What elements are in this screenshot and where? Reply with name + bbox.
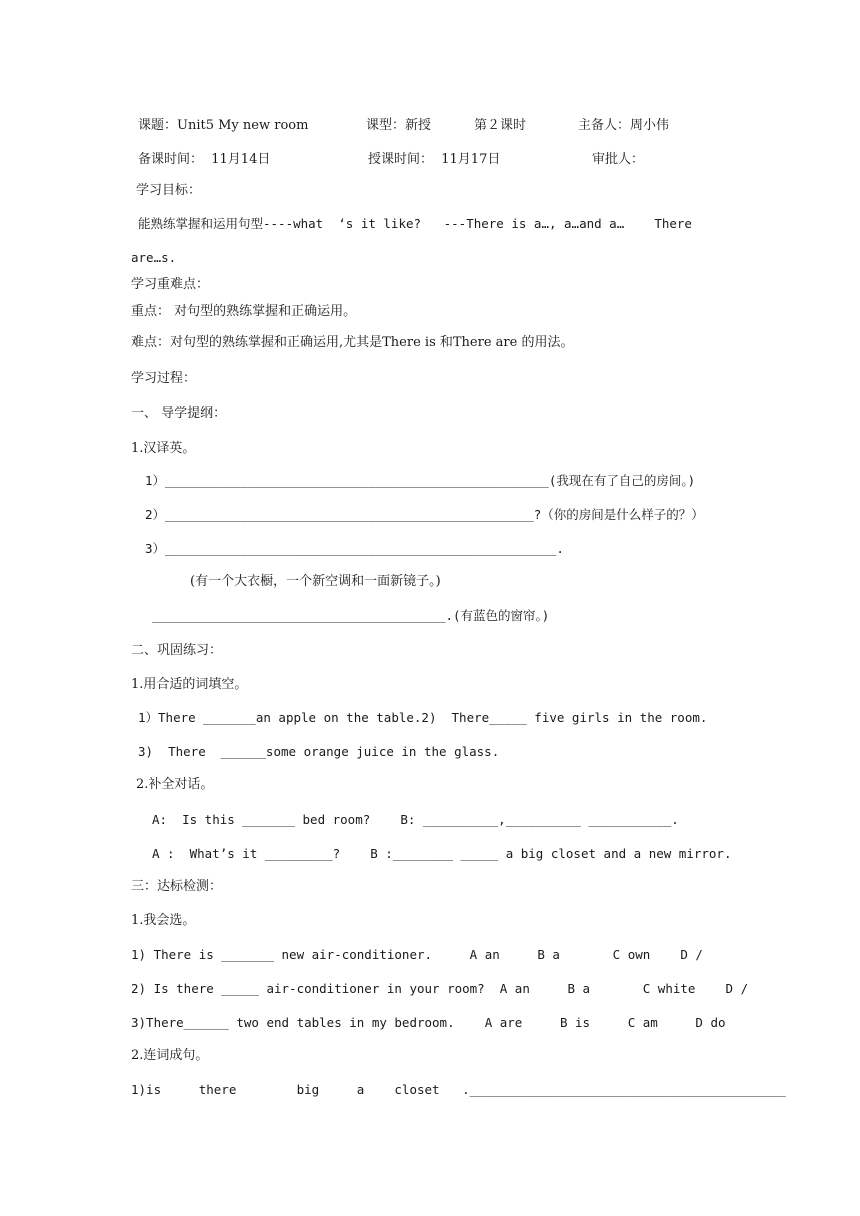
part3-heading: 三：达标检测： xyxy=(131,879,223,894)
objectives-line-2: are…s. xyxy=(131,250,177,265)
objectives-line-1: 能熟练掌握和运用句型----what ‘s it like? ---There is a…, a…and a… There xyxy=(138,216,692,231)
q1-item-1: 1）___________________________________________________(我现在有了自己的房间。) xyxy=(145,473,696,488)
q3-item-2: A : What’s it _________? B :________ _____ a big closet and a new mirror. xyxy=(152,846,732,861)
teach-time: 授课时间： 11月17日 xyxy=(368,152,501,167)
q4-heading: 1.我会选。 xyxy=(131,913,196,928)
q1-item-2: 2）_________________________________________________?（你的房间是什么样子的？） xyxy=(145,507,704,522)
approver: 审批人： xyxy=(592,152,645,167)
objectives-heading: 学习目标： xyxy=(136,183,202,198)
q3-heading: 2.补全对话。 xyxy=(136,777,214,792)
process-heading: 学习过程： xyxy=(131,371,197,386)
part1-heading: 一、 导学提纲： xyxy=(131,406,227,421)
q5-heading: 2.连词成句。 xyxy=(131,1048,209,1063)
key-points-difficulty: 难点：对句型的熟练掌握和正确运用,尤其是There is 和There are 的用法。 xyxy=(131,335,574,350)
lesson-period: 第２课时 xyxy=(474,118,527,133)
q1-item-3-hint: (有一个大衣橱，一个新空调和一面新镜子。) xyxy=(190,574,441,589)
lesson-preparer: 主备人：周小伟 xyxy=(578,118,670,133)
lesson-type: 课型：新授 xyxy=(366,118,432,133)
q1-heading: 1.汉译英。 xyxy=(131,441,196,456)
q4-item-1: 1) There is _______ new air-conditioner. A an B a C own D / xyxy=(131,947,703,962)
q2-heading: 1.用合适的词填空。 xyxy=(131,677,248,692)
q2-item-2: 3) There ______some orange juice in the glass. xyxy=(138,744,500,759)
key-points-focus: 重点： 对句型的熟练掌握和正确运用。 xyxy=(131,304,357,319)
q1-item-3: 3）____________________________________________________. xyxy=(145,541,564,556)
q4-item-3: 3)There______ two end tables in my bedroom. A are B is C am D do xyxy=(131,1015,726,1030)
q3-item-1: A: Is this _______ bed room? B: __________,__________ ___________. xyxy=(152,812,679,827)
q4-item-2: 2) Is there _____ air-conditioner in your room? A an B a C white D / xyxy=(131,981,749,996)
lesson-topic: 课题：Unit5 My new room xyxy=(138,118,309,133)
q1-item-4: _______________________________________.(有蓝色的窗帘。) xyxy=(152,608,550,623)
q2-item-1: 1）There _______an apple on the table.2) There_____ five girls in the room. xyxy=(138,710,708,725)
prep-time: 备课时间： 11月14日 xyxy=(138,152,271,167)
q5-item-1: 1)is there big a closet .__________________________________________ xyxy=(131,1082,786,1097)
key-points-heading: 学习重难点： xyxy=(131,277,210,292)
part2-heading: 二、巩固练习： xyxy=(131,643,223,658)
